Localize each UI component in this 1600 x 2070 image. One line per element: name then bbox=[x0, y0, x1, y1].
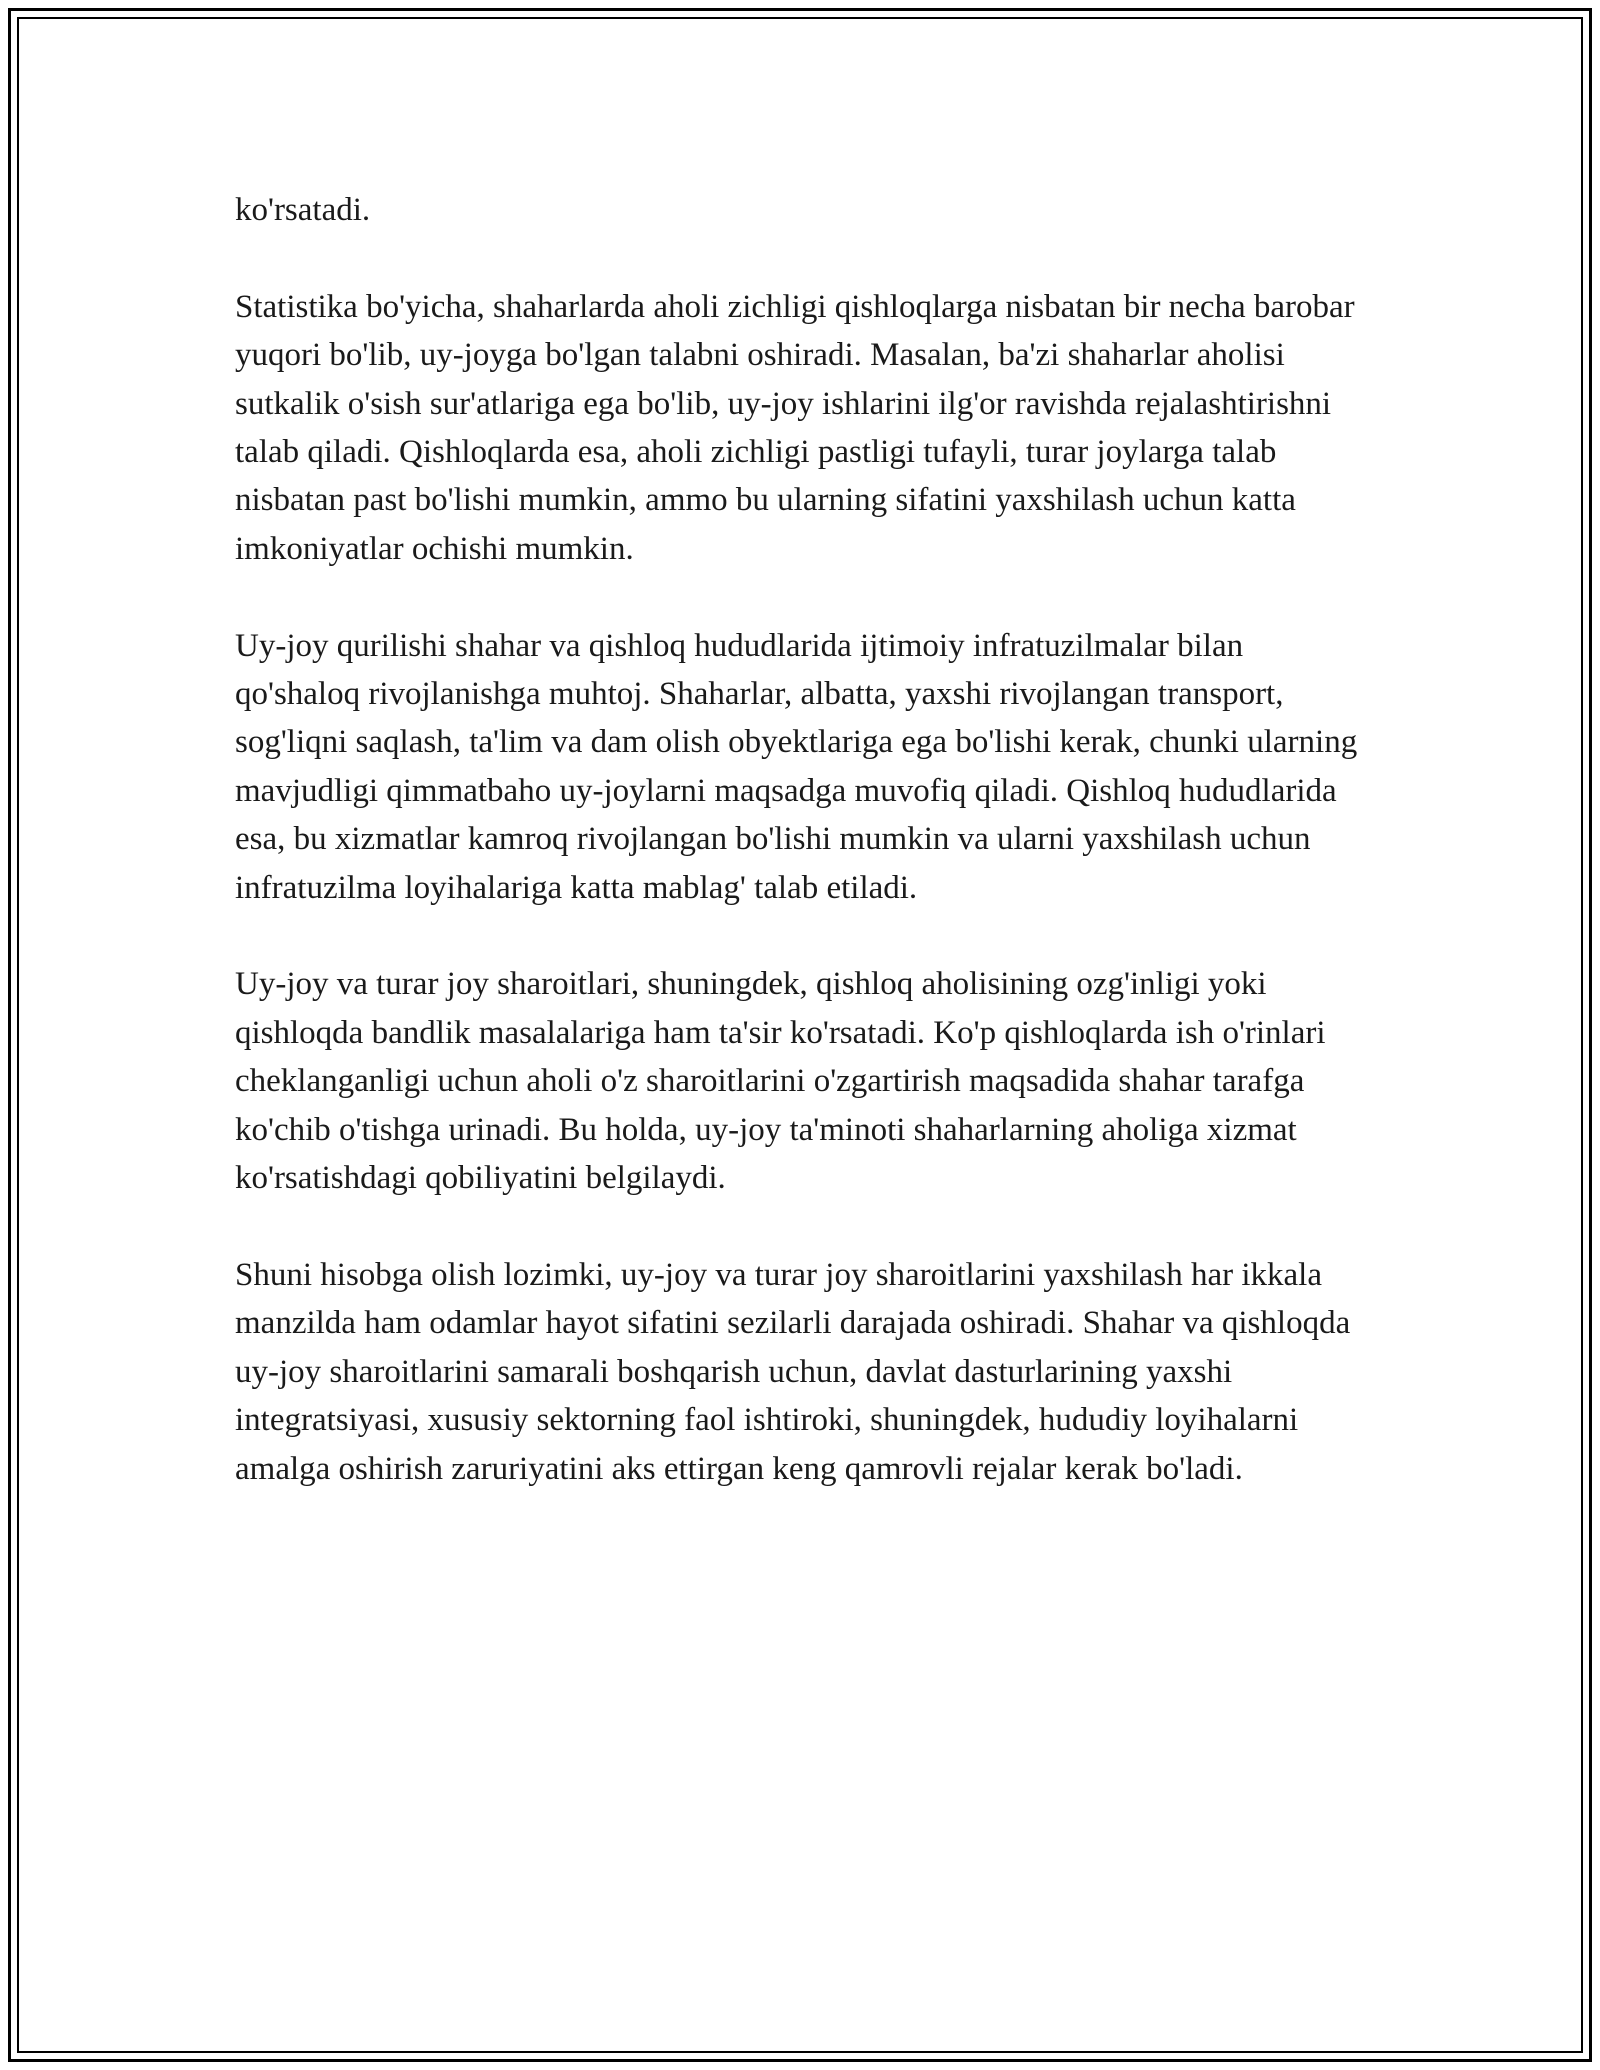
paragraph-rural-employment: Uy-joy va turar joy sharoitlari, shuningdek, qishloq aholisining ozg'inligi yoki qishloqda bandlik masalalariga ham ta'sir ko'rsatadi. Ko'p qishloqlarda ish o'rinlari cheklanganligi uchun aholi o'z sharoitlarini o'zgartirish maqsadida shahar tarafga ko'chib o'tishga urinadi. Bu holda, uy-joy ta'minoti shaharlarning aholiga xizmat ko'rsatishdagi qobiliyatini belgilaydi. bbox=[235, 966, 1326, 1197]
document-body bbox=[235, 186, 1375, 1541]
paragraph-continuation: ko'rsatadi. bbox=[235, 192, 371, 228]
paragraph-infrastructure: Uy-joy qurilishi shahar va qishloq hududlarida ijtimoiy infratuzilmalar bilan qo'shaloq rivojlanishga muhtoj. Shaharlar, albatta, yaxshi rivojlangan transport, sog'liqni saqlash, ta'lim va dam olish obyektlariga ega bo'lishi kerak, chunki ularning mavjudligi qimmatbaho uy-joylarni maqsadga muvofiq qiladi. Qishloq hududlarida esa, bu xizmatlar kamroq rivojlangan bo'lishi mumkin va ularni yaxshilash uchun infratuzilma loyihalariga katta mablag' talab etiladi. bbox=[235, 627, 1358, 906]
paragraph-conclusion: Shuni hisobga olish lozimki, uy-joy va turar joy sharoitlarini yaxshilash har ikkala manzilda ham odamlar hayot sifatini sezilarli darajada oshiradi. Shahar va qishloqda uy-joy sharoitlarini samarali boshqarish uchun, davlat dasturlarining yaxshi integratsiyasi, xususiy sektorning faol ishtiroki, shuningdek, hududiy loyihalarni amalga oshirish zaruriyatini aks ettirgan keng qamrovli rejalar kerak bo'ladi. bbox=[235, 1256, 1351, 1487]
paragraph-statistics: Statistika bo'yicha, shaharlarda aholi zichligi qishloqlarga nisbatan bir necha barobar yuqori bo'lib, uy-joyga bo'lgan talabni oshiradi. Masalan, ba'zi shaharlar aholisi sutkalik o'sish sur'atlariga ega bo'lib, uy-joy ishlarini ilg'or ravishda rejalashtirishni talab qiladi. Qishloqlarda esa, aholi zichligi pastligi tufayli, turar joylarga talab nisbatan past bo'lishi mumkin, ammo bu ularning sifatini yaxshilash uchun katta imkoniyatlar ochishi mumkin. bbox=[235, 288, 1355, 567]
